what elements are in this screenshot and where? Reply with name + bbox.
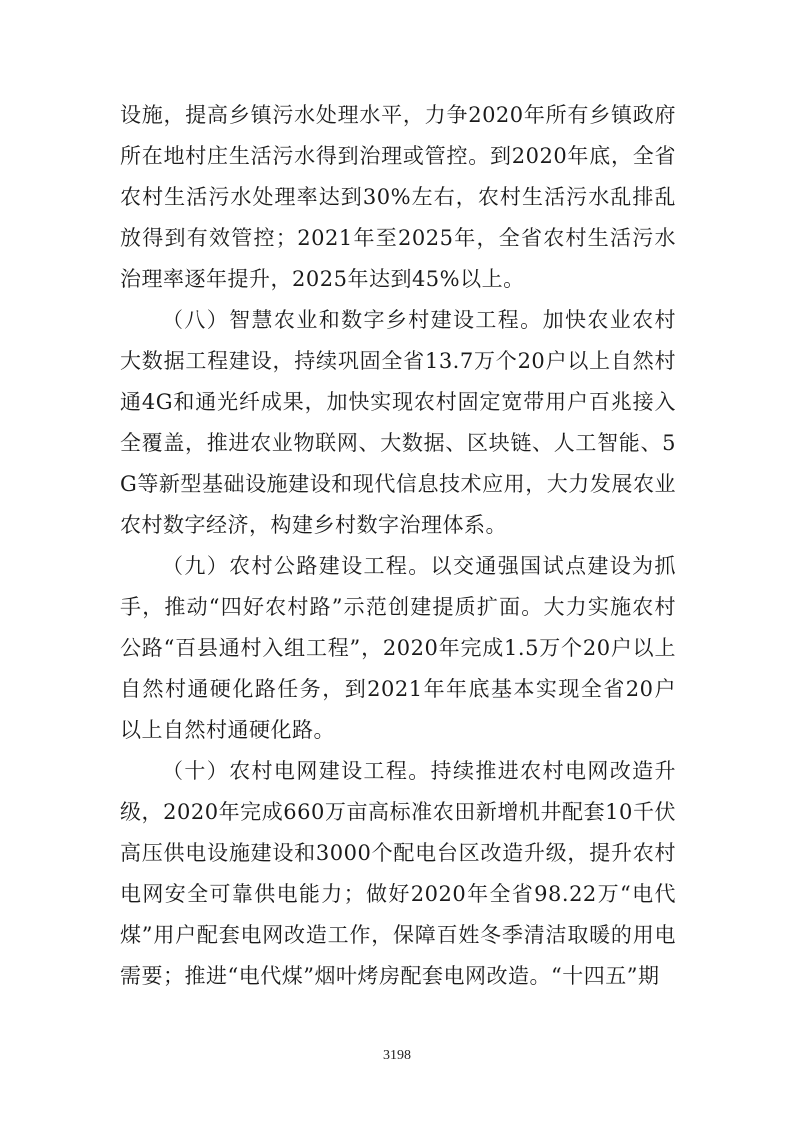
paragraph-smart-agriculture: （八）智慧农业和数字乡村建设工程。加快农业农村大数据工程建设，持续巩固全省13.7万个20户以上自然村通4G和通光纤成果，加快实现农村固定宽带用户百兆接入全覆盖，推进农业物联网、大数据、区块链、人工智能、5G等新型基础设施建设和现代信息技术应用，大力发展农业农村数字经济，构建乡村数字治理体系。 (120, 308, 676, 537)
page-number: 3198 (383, 1048, 411, 1063)
paragraph-rural-roads: （九）农村公路建设工程。以交通强国试点建设为抓手，推动“四好农村路”示范创建提质扩面。大力实施农村公路“百县通村入组工程”，2020年完成1.5万个20户以上自然村通硬化路任务，到2021年年底基本实现全省20户以上自然村通硬化路。 (120, 554, 676, 742)
paragraph-rural-power-grid: （十）农村电网建设工程。持续推进农村电网改造升级，2020年完成660万亩高标准农田新增机井配套10千伏高压供电设施建设和3000个配电台区改造升级，提升农村电网安全可靠供电能力；做好2020年全省98.22万“电代煤”用户配套电网改造工作，保障百姓冬季清洁取暖的用电需要；推进“电代煤”烟叶烤房配套电网改造。“十四五”期 (120, 759, 676, 988)
body-text (120, 95, 676, 997)
paragraph-continuation: 设施，提高乡镇污水处理水平，力争2020年所有乡镇政府所在地村庄生活污水得到治理或管控。到2020年底，全省农村生活污水处理率达到30%左右，农村生活污水乱排乱放得到有效管控；2021年至2025年，全省农村生活污水治理率逐年提升，2025年达到45%以上。 (120, 103, 676, 291)
